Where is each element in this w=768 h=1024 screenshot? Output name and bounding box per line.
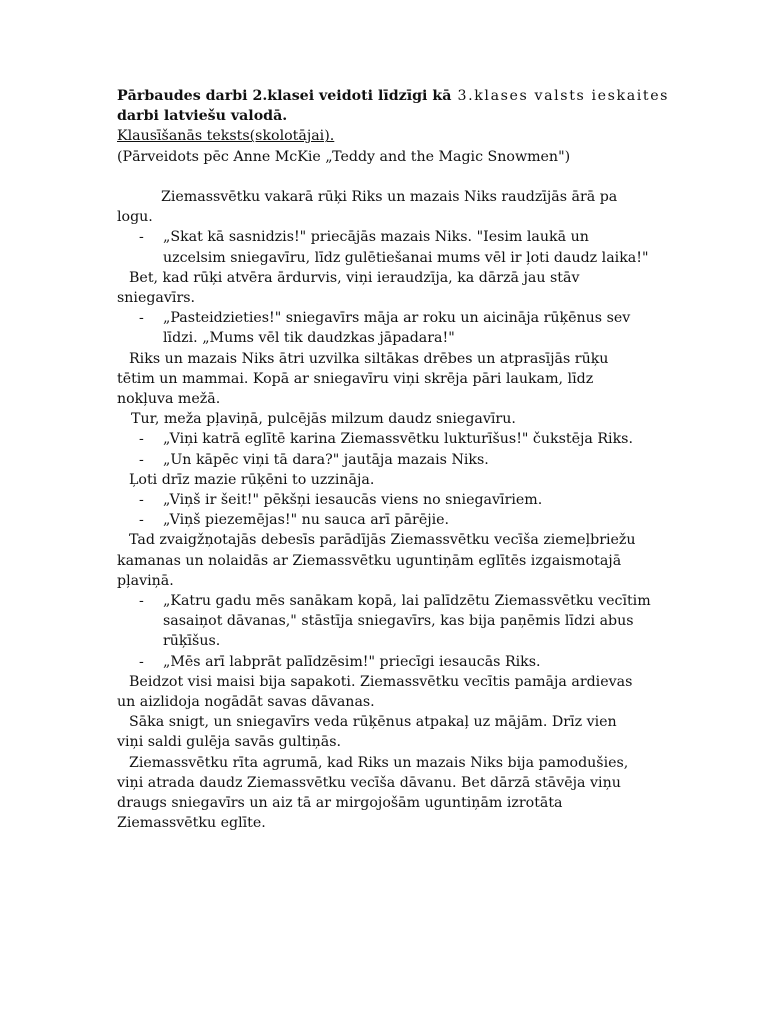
paragraph-line: viņi atrada daudz Ziemassvētku vecīša dāvanu. Bet dārzā stāvēja viņu	[117, 774, 621, 791]
dash-marker: -	[139, 492, 144, 509]
paragraph-line: Tad zvaigžņotajās debesīs parādījās Ziemassvētku vecīša ziemeļbriežu	[129, 532, 636, 549]
paragraph-line: Tur, meža pļaviņā, pulcējās milzum daudz sniegavīru.	[131, 411, 516, 428]
dialogue-line: „Skat kā sasnidzis!" priecājās mazais Niks. "Iesim laukā un	[163, 229, 589, 246]
dialogue-item	[117, 227, 657, 267]
dialogue-line: „Mēs arī labprāt palīdzēsim!" priecīgi iesaucās Riks.	[163, 653, 541, 670]
subtitle: Klausīšanās teksts(skolotājai).	[117, 128, 335, 145]
document-page	[117, 86, 670, 834]
dialogue-line: „Viņi katrā eglītē karina Ziemassvētku lukturīšus!" čukstēja Riks.	[163, 431, 633, 448]
paragraph-line: viņi saldi gulēja savās gultiņās.	[117, 734, 342, 751]
paragraph-line: Bet, kad rūķi atvēra ārdurvis, viņi ieraudzīja, ka dārzā jau stāv	[129, 269, 580, 286]
dialogue-line: līdzi. „Mums vēl tik daudzkas jāpadara!"	[163, 330, 455, 347]
paragraph-line: Sāka snigt, un sniegavīrs veda rūķēnus atpakaļ uz mājām. Drīz vien	[129, 714, 617, 731]
dialogue-item	[117, 652, 657, 672]
dialogue-line: „Un kāpēc viņi tā dara?" jautāja mazais Niks.	[163, 451, 489, 468]
dialogue-line: „Viņš ir šeit!" pēkšņi iesaucās viens no sniegavīriem.	[163, 492, 543, 509]
paragraph-line: nokļuva mežā.	[117, 391, 221, 408]
paragraph-line: Ļoti drīz mazie rūķēni to uzzināja.	[129, 471, 375, 488]
dash-marker: -	[139, 451, 144, 468]
dialogue-line: sasaiņot dāvanas," stāstīja sniegavīrs, kas bija paņēmis līdzi abus	[163, 613, 634, 630]
paragraph-line: kamanas un nolaidās ar Ziemassvētku ugun​tiņām eglītēs izgaismotajā	[117, 552, 622, 569]
dash-marker: -	[139, 310, 144, 327]
source-note: (Pārveidots pēc Anne McKie „Teddy and the Magic Snowmen")	[117, 148, 571, 165]
dialogue-line: „Pasteidzieties!" sniegavīrs māja ar roku un aicināja rūķēnus sev	[163, 310, 631, 327]
dialogue-line: uzcelsim sniegavīru, līdz gulētiešanai mums vēl ir ļoti daudz laika!"	[163, 249, 649, 266]
paragraph-line: Riks un mazais Niks ātri uzvilka siltākas drēbes un atprasījās rūķu	[129, 350, 609, 367]
dash-marker: -	[139, 512, 144, 529]
paragraph-line: Ziemassvētku vakarā rūķi Riks un mazais Niks raudzījās ārā pa	[161, 189, 618, 205]
dash-marker: -	[139, 593, 144, 610]
paragraph-line: Ziemassvētku rīta agrumā, kad Riks un mazais Niks bija pamodušies,	[129, 754, 629, 771]
paragraph-line: Beidzot visi maisi bija sapakoti. Ziemassvētku vecītis pamāja ardievas	[129, 673, 633, 690]
title-normal-part: 3.klases valsts ieskaites	[451, 88, 670, 104]
paragraph-line: Ziemassvētku eglīte.	[117, 815, 266, 832]
dialogue-item	[117, 490, 657, 510]
title-line-2: darbi latviešu valodā.	[117, 108, 288, 125]
dialogue-line: rūķīšus.	[163, 633, 221, 650]
dialogue-item	[117, 450, 657, 470]
dash-marker: -	[139, 229, 144, 246]
blank-line	[117, 167, 657, 187]
dialogue-item	[117, 429, 657, 449]
dialogue-item	[117, 308, 657, 348]
paragraph-line: un aizlidoja nogādāt savas dāvanas.	[117, 694, 375, 711]
dialogue-line: „Viņš piezemējas!" nu sauca arī pārējie.	[163, 512, 450, 529]
document-title	[117, 86, 670, 106]
dash-marker: -	[139, 431, 144, 448]
paragraph-line: pļaviņā.	[117, 572, 174, 589]
paragraph-line: draugs sniegavīrs un aiz tā ar mirgojošām uguntiņām izrotāta	[117, 795, 563, 812]
paragraph-line: sniegavīrs.	[117, 290, 196, 307]
dialogue-item	[117, 510, 657, 530]
title-bold-part: Pārbaudes darbi 2.klasei veidoti līdzīgi kā	[117, 88, 452, 104]
dialogue-line: „Katru gadu mēs sanākam kopā, lai palīdzētu Ziemassvētku vecītim	[163, 593, 651, 610]
dash-marker: -	[139, 653, 144, 670]
paragraph-line: logu.	[117, 209, 153, 226]
dialogue-item	[117, 591, 657, 652]
paragraph-line: tētim un mammai. Kopā ar sniegavīru viņi skrēja pāri laukam, līdz	[117, 370, 594, 387]
